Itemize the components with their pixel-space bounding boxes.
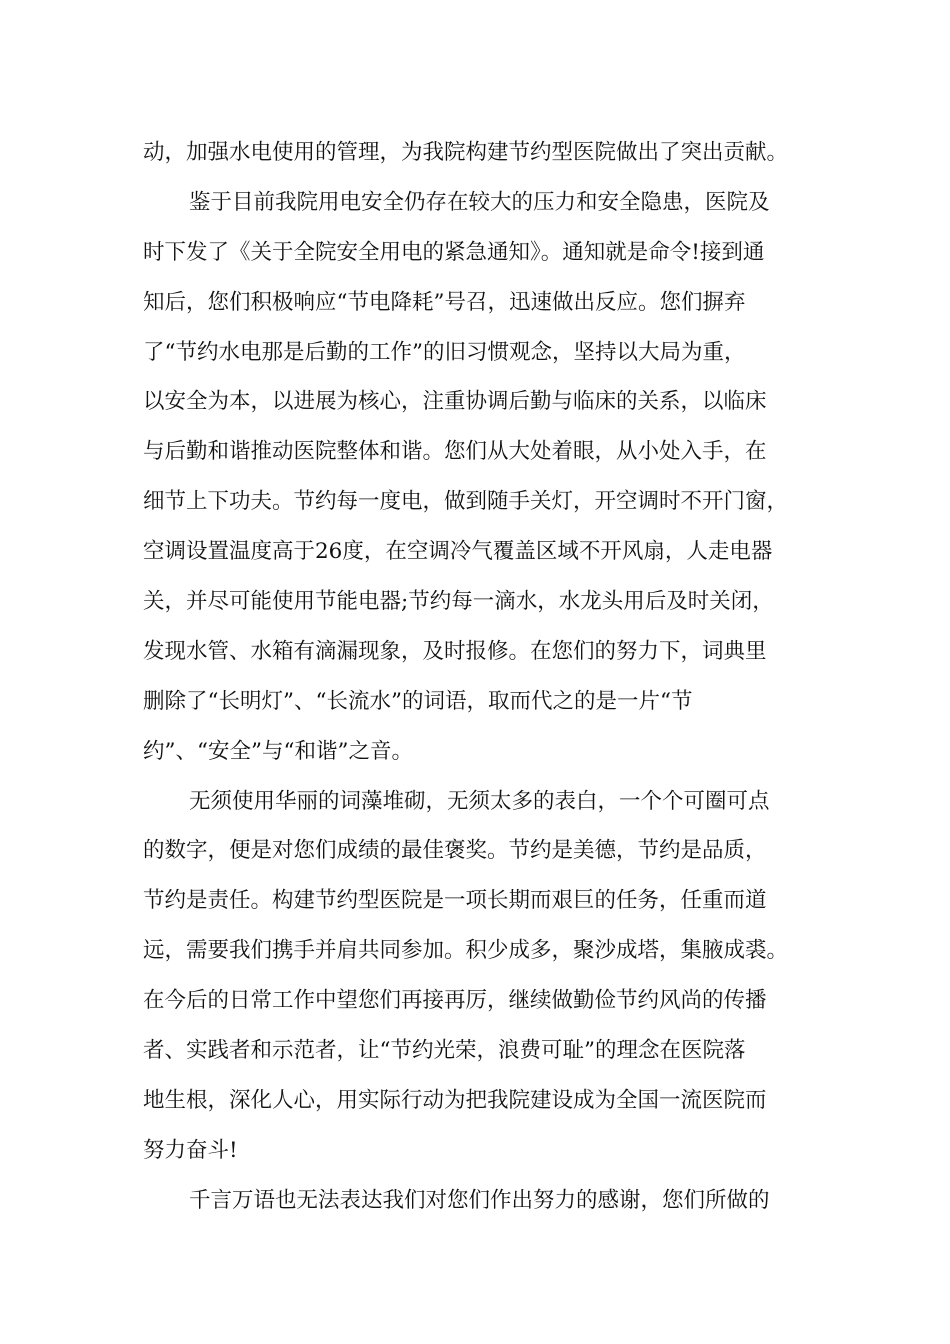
text-line: 地生根，深化人心，用实际行动为把我院建设成为全国一流医院而 [143, 1087, 767, 1113]
text-line: 知后，您们积极响应“节电降耗”号召，迅速做出反应。您们摒弃 [143, 289, 746, 315]
text-line: 细节上下功夫。节约每一度电，做到随手关灯，开空调时不开门窗， [143, 489, 789, 515]
text-line: 发现水管、水箱有滴漏现象，及时报修。在您们的努力下，词典里 [143, 638, 767, 664]
text-line: 努力奋斗! [143, 1137, 238, 1163]
text-line: 节约是责任。构建节约型医院是一项长期而艰巨的任务，任重而道 [143, 888, 767, 914]
text-line: 约”、“安全”与“和谐”之音。 [143, 738, 413, 764]
text-line: 在今后的日常工作中望您们再接再厉，继续做勤俭节约风尚的传播 [143, 988, 767, 1014]
document-body [143, 128, 823, 1226]
text-line: 了“节约水电那是后勤的工作”的旧习惯观念，坚持以大局为重， [143, 339, 746, 365]
text-line: 与后勤和谐推动医院整体和谐。您们从大处着眼，从小处入手，在 [143, 439, 767, 465]
text-line: 者、实践者和示范者，让“节约光荣，浪费可耻”的理念在医院落 [143, 1038, 746, 1064]
text-line: 删除了“长明灯”、“长流水”的词语，取而代之的是一片“节 [143, 688, 693, 714]
text-line: 动，加强水电使用的管理，为我院构建节约型医院做出了突出贡献。 [143, 140, 789, 165]
text-line: 无须使用华丽的词藻堆砌，无须太多的表白，一个个可圈可点 [189, 788, 770, 814]
text-line: 鉴于目前我院用电安全仍存在较大的压力和安全隐患，医院及 [189, 189, 770, 215]
text-line: 远，需要我们携手并肩共同参加。积少成多，聚沙成塔，集腋成裘。 [143, 938, 789, 964]
text-line: 时下发了《关于全院安全用电的紧急通知》。通知就是命令!接到通 [143, 239, 765, 265]
text-line: 关，并尽可能使用节能电器;节约每一滴水，水龙头用后及时关闭， [143, 589, 774, 615]
text-line: 空调设置温度高于26度，在空调冷气覆盖区域不开风扇，人走电器 [143, 539, 773, 565]
text-line: 以安全为本，以进展为核心，注重协调后勤与临床的关系，以临床 [143, 389, 767, 415]
text-line: 的数字，便是对您们成绩的最佳褒奖。节约是美德，节约是品质， [143, 838, 767, 864]
text-line: 千言万语也无法表达我们对您们作出努力的感谢，您们所做的 [189, 1187, 770, 1213]
